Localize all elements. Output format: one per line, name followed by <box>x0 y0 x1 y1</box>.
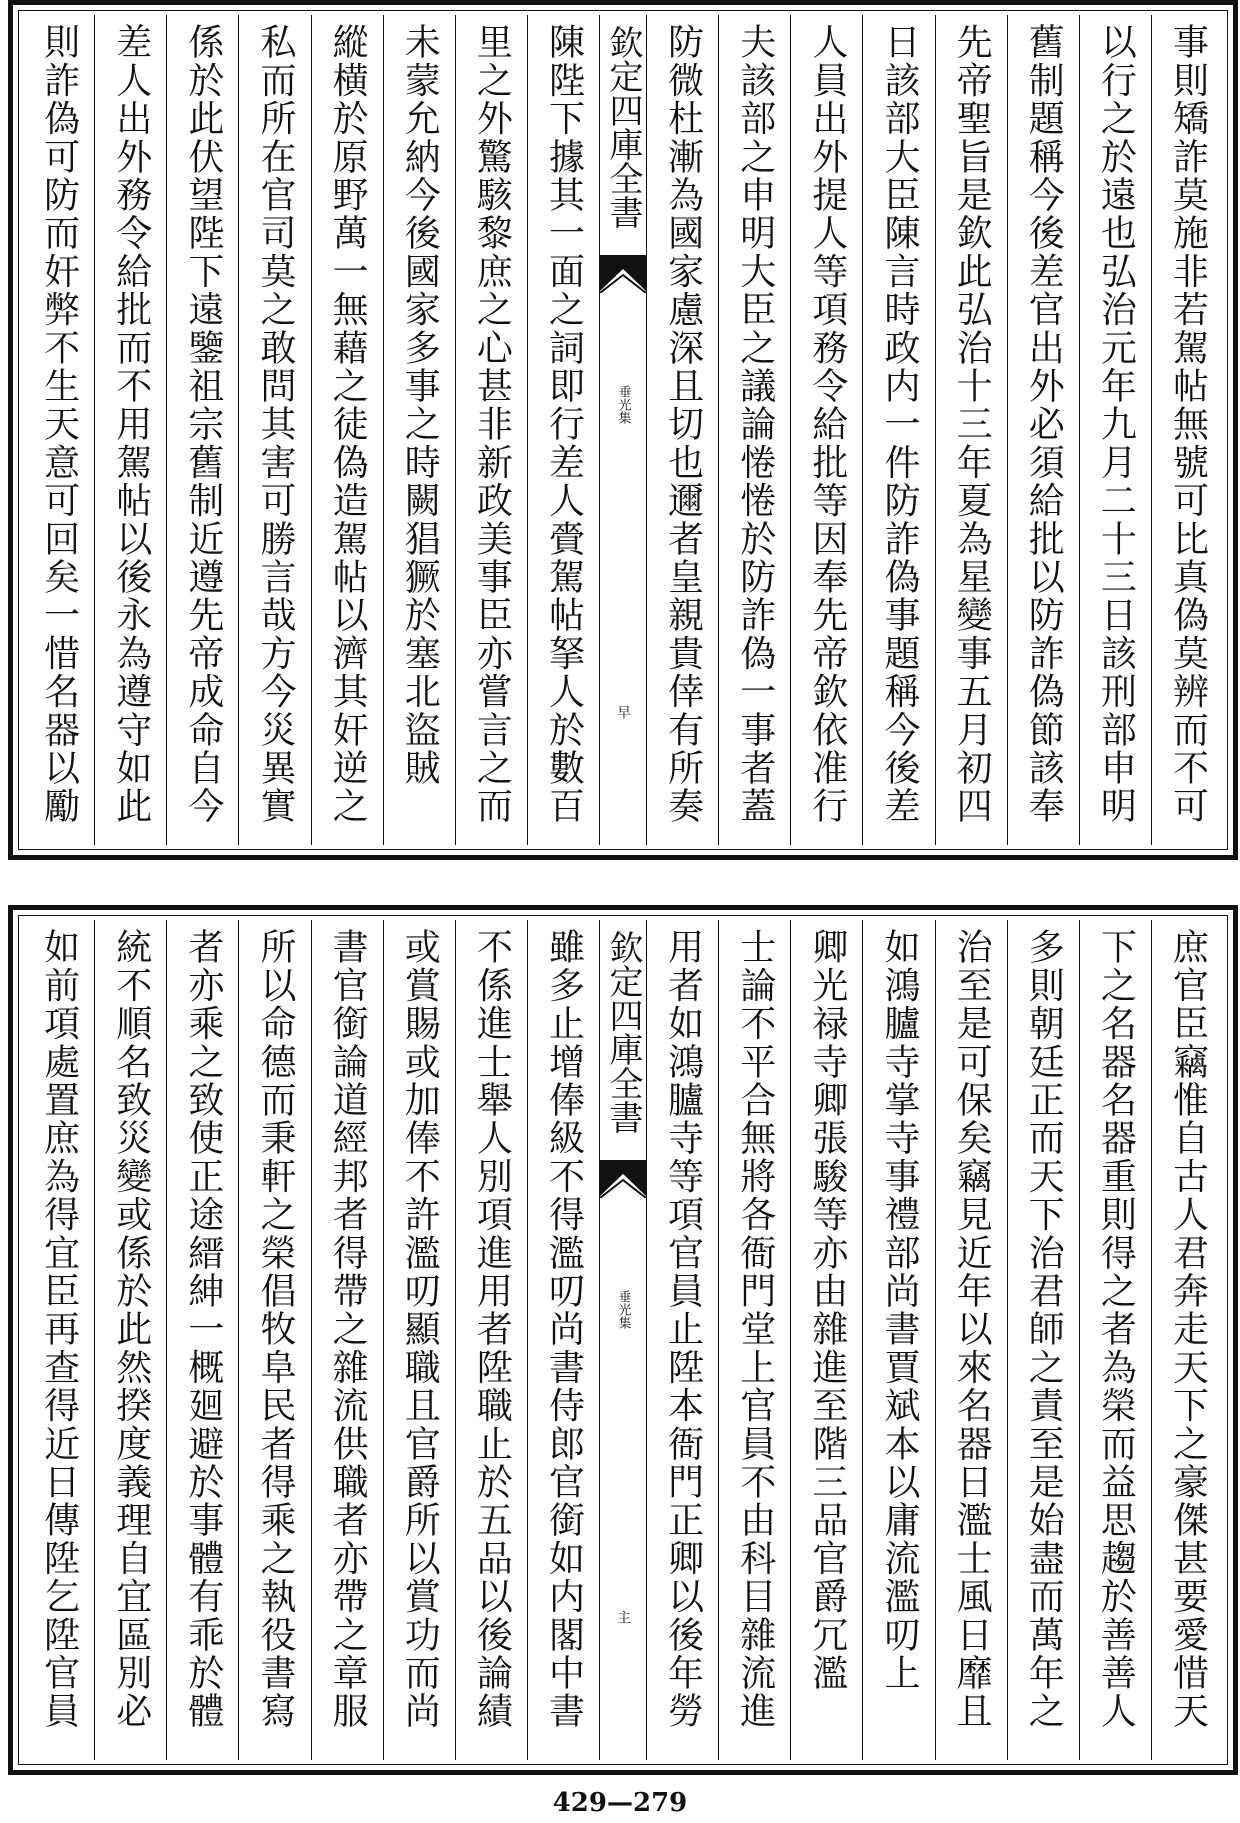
lower-page <box>8 905 1238 1775</box>
text-column <box>23 920 94 1760</box>
text-column <box>1079 920 1151 1760</box>
column-text: 統不順名致災變或係於此然揆度義理自宜區別必 <box>110 928 152 1731</box>
text-column <box>1079 15 1151 845</box>
column-text: 下之名器名器重則得之者為榮而益思趨於善善人 <box>1095 928 1137 1731</box>
column-text: 私而所在官司莫之敢問其害可勝言哉方今災異實 <box>254 23 296 826</box>
leaf-number: 主 <box>615 1610 631 1624</box>
text-column <box>311 920 383 1760</box>
column-text: 多則朝廷正而天下治君師之責至是始盡而萬年之 <box>1023 928 1065 1731</box>
column-text: 先帝聖旨是欽此弘治十三年夏為星變事五月初四 <box>951 23 993 826</box>
text-column <box>94 15 166 845</box>
text-column <box>1007 15 1079 845</box>
column-text: 防微杜漸為國家慮深且切也邇者皇親貴倖有所奏 <box>662 23 704 826</box>
text-column <box>23 15 94 845</box>
text-column <box>646 920 718 1760</box>
column-text: 治至是可保矣竊見近年以來名器日濫士風日靡且 <box>951 928 993 1731</box>
column-text: 士論不平合無將各衙門堂上官員不由科目雜流進 <box>734 928 776 1731</box>
center-fold-column <box>599 15 646 845</box>
text-column <box>862 15 934 845</box>
column-text: 者亦乘之致使正途縉紳一概廻避於事體有乖於體 <box>182 928 224 1731</box>
text-column <box>166 920 238 1760</box>
leaf-number: 早 <box>615 705 631 719</box>
column-text: 縱横於原野萬一無藉之徒偽造駕帖以濟其奸逆之 <box>327 23 369 826</box>
upper-page <box>8 0 1238 860</box>
text-column <box>527 920 599 1760</box>
text-column <box>1151 920 1223 1760</box>
text-column <box>646 15 718 845</box>
text-column <box>238 15 310 845</box>
text-column <box>1151 15 1223 845</box>
page-number: 429—279 <box>552 1788 688 1818</box>
text-column <box>455 15 527 845</box>
text-column <box>311 15 383 845</box>
fishtail-mark-icon <box>600 1160 646 1198</box>
text-column <box>455 920 527 1760</box>
column-text: 或賞賜或加俸不許濫叨顯職且官爵所以賞功而尚 <box>399 928 441 1731</box>
book-title: 欽定四庫全書 <box>603 25 643 229</box>
column-text: 舊制題稱今後差官出外必須給批以防詐偽節該奉 <box>1023 23 1065 826</box>
text-column <box>935 920 1007 1760</box>
fishtail-mark-icon <box>600 255 646 293</box>
column-text: 庶官臣竊惟自古人君奔走天下之豪傑甚要愛惜天 <box>1167 928 1209 1731</box>
text-column <box>718 15 790 845</box>
column-text: 里之外驚駭黎庶之心甚非新政美事臣亦嘗言之而 <box>471 23 513 826</box>
column-text: 夫該部之申明大臣之議論惓惓於防詐偽一事者蓋 <box>734 23 776 826</box>
collection-name: 垂光集 <box>615 385 631 424</box>
lower-page-columns <box>23 920 1223 1760</box>
text-column <box>862 920 934 1760</box>
text-column <box>935 15 1007 845</box>
column-text: 如前項處置庶為得宜臣再查得近日傳陞乞陞官員 <box>38 928 80 1731</box>
column-text: 書官銜論道經邦者得帶之雜流供職者亦帶之章服 <box>327 928 369 1731</box>
column-text: 用者如鴻臚寺等項官員止陞本衙門正卿以後年勞 <box>662 928 704 1731</box>
text-column <box>1007 920 1079 1760</box>
column-text: 如鴻臚寺掌寺事禮部尚書賈斌本以庸流濫叨上 <box>878 928 920 1692</box>
center-fold-column <box>599 920 646 1760</box>
column-text: 雖多止增俸級不得濫叨尚書侍郎官銜如内閣中書 <box>543 928 585 1731</box>
text-column <box>383 920 455 1760</box>
column-text: 陳陛下據其一面之詞即行差人賫駕帖拏人於數百 <box>543 23 585 826</box>
collection-name: 垂光集 <box>615 1290 631 1329</box>
column-text: 事則矯詐莫施非若駕帖無號可比真偽莫辨而不可 <box>1167 23 1209 826</box>
text-column <box>94 920 166 1760</box>
column-text: 不係進士舉人別項進用者陞職止於五品以後論績 <box>471 928 513 1731</box>
text-column <box>527 15 599 845</box>
column-text: 差人出外務令給批而不用駕帖以後永為遵守如此 <box>110 23 152 826</box>
text-column <box>790 920 862 1760</box>
column-text: 則詐偽可防而奸弊不生天意可回矣一惜名器以勵 <box>38 23 80 826</box>
text-column <box>718 920 790 1760</box>
text-column <box>238 920 310 1760</box>
column-text: 以行之於遠也弘治元年九月二十三日該刑部申明 <box>1095 23 1137 826</box>
text-column <box>790 15 862 845</box>
column-text: 人員出外提人等項務令給批等因奉先帝欽依准行 <box>806 23 848 826</box>
column-text: 日該部大臣陳言時政内一件防詐偽事題稱今後差 <box>878 23 920 826</box>
column-text: 卿光禄寺卿張駿等亦由雜進至階三品官爵冗濫 <box>806 928 848 1692</box>
book-title: 欽定四庫全書 <box>603 930 643 1134</box>
upper-page-columns <box>23 15 1223 845</box>
text-column <box>383 15 455 845</box>
column-text: 係於此伏望陛下遠鑒祖宗舊制近遵先帝成命自今 <box>182 23 224 826</box>
column-text: 所以命德而秉軒之榮倡牧阜民者得乘之執役書寫 <box>254 928 296 1731</box>
text-column <box>166 15 238 845</box>
column-text: 未蒙允納今後國家多事之時闕猖獗於塞北盜賊 <box>399 23 441 787</box>
